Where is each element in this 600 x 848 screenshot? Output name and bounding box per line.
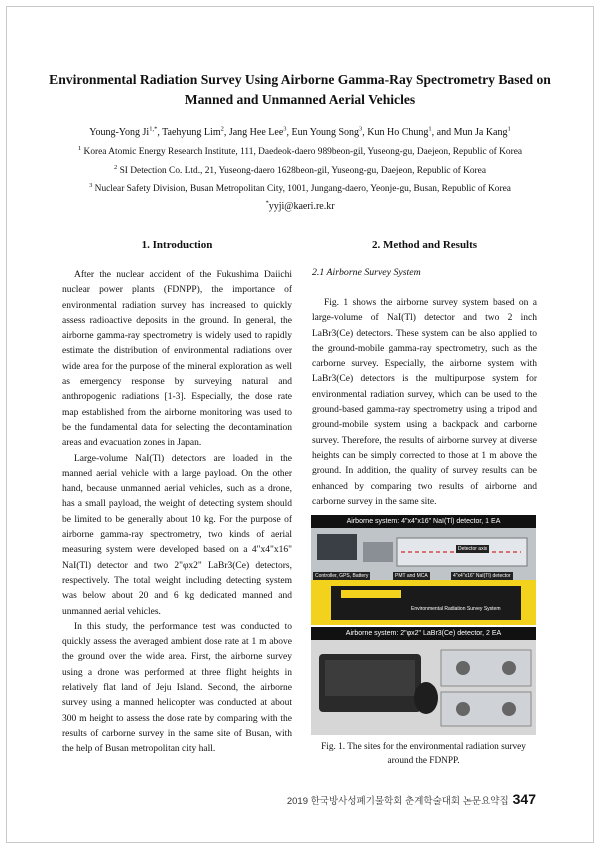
labr-system-photo [311, 640, 536, 735]
author-sup: 1,* [149, 125, 158, 133]
author: Jang Hee Lee [228, 127, 284, 138]
author: and Mun Ja Kang [436, 127, 508, 138]
detector-label: 4"x4"x16" NaI(Tl) detector [453, 573, 511, 579]
figure-panel-labr [311, 627, 536, 735]
affiliation-2 [20, 165, 580, 178]
title-line-1: Environmental Radiation Survey Using Airborne Gamma-Ray Spectrometry Based on [49, 72, 551, 87]
author-sup: 3 [283, 125, 287, 133]
author: Kun Ho Chung [367, 127, 429, 138]
author-sup: 2 [220, 125, 224, 133]
introduction-body [62, 268, 292, 758]
figure-1 [311, 515, 536, 735]
affiliation-sup: 1 [77, 144, 82, 152]
author: Young-Yong Ji [89, 127, 150, 138]
paper-title [40, 70, 560, 110]
paragraph: Fig. 1 shows the airborne survey system based on a large-volume of NaI(Tl) detector and two 2 inch LaBr3(Ce) detectors. These system can be also applied to the ground-mobile gamma-ray spectrometry, such as the carborne survey. Especially, the airborne system with LaBr3(Ce) detectors is the multipurpose system for environmental radiation survey, which can be used to the ground-based gamma-ray spectrometry using a tripod and ground-mobile system using a backpack and carborne survey. Therefore, the results of airborne survey at diverse heights can be simply corrected to those at 1 m above the ground. In addition, the quality of survey results can be enhanced by comparing two results of airborne and carborne survey in the same site. [312, 298, 537, 507]
footer-text: 2019 한국방사성폐기물학회 춘계학술대회 논문요약집 [286, 796, 509, 807]
method-body [312, 296, 537, 510]
figure-panel-nai [311, 515, 536, 625]
affiliation-text: SI Detection Co. Ltd., 21, Yuseong-daero 1628beon-gil, Yuseong-gu, Daejeon, Republic of Korea [119, 166, 486, 176]
author: Taehyung Lim [162, 127, 221, 138]
paragraph: Large-volume NaI(Tl) detectors are loaded in the manned aerial vehicle with a large payload. On the other hand, because unmanned aerial vehicles, such as a drone, has a small payload, the weight of detecting system should be limited to be generally about 10 kg. For the purpose of airborne gamma-ray spectrometry, two kinds of aerial measuring system were developed based on a 4"x4"x16" NaI(Tl) detector and two 2"φx2" LaBr3(Ce) detectors, respectively. The total weight including detecting system was below about 20 and 6 kg dedicated manned and unmanned aerial vehicles. [62, 453, 292, 617]
affiliation-3 [20, 183, 580, 196]
section-heading-introduction: 1. Introduction [141, 239, 213, 251]
figure-caption: Fig. 1. The sites for the environmental radiation survey around the FDNPP. [321, 742, 526, 766]
subsection-heading: 2.1 Airborne Survey System [312, 267, 421, 278]
detector-axis-label: Detector axis [458, 546, 488, 552]
figure-panel-header: Airborne system: 2"φx2" LaBr3(Ce) detector, 2 EA [311, 627, 536, 640]
email-sup: * [265, 199, 269, 207]
section-heading-method: 2. Method and Results [371, 239, 478, 251]
author: Eun Young Song [291, 127, 360, 138]
page-footer [287, 791, 536, 807]
paragraph: In this study, the performance test was conducted to quickly assess the averaged ambient dose rate at 1 m above the ground over the wide area. First, the airborne survey using a drone was performed at three flight heights in relatively flat land of Jeju Island. Second, the airborne survey using a manned helicopter was conducted at about 300 m height to assess the dose rate by comparing with the results of carborne survey in the same site of Busan, with the help of Busan metropolitan city hall. [62, 621, 292, 755]
pmt-label: PMT and MCA [395, 573, 428, 579]
affiliation-sup: 2 [114, 163, 118, 171]
affiliation-text: Nuclear Safety Division, Busan Metropolitan City, 1001, Jungang-daero, Yeonje-gu, Busan, Republic of Korea [94, 184, 511, 194]
affiliation-text: Korea Atomic Energy Research Institute, 111, Daedeok-daero 989beon-gil, Yuseong-gu, Daejeon, Republic of Korea [83, 147, 523, 157]
system-box-text: Environmental Radiation Survey System [411, 606, 501, 612]
affiliation-1 [20, 146, 580, 159]
author-sup: 3 [359, 125, 363, 133]
page-number: 347 [512, 791, 536, 807]
corresponding-email [20, 201, 580, 212]
figure-panel-header: Airborne system: 4"x4"x16" NaI(Tl) detector, 1 EA [311, 515, 536, 528]
affiliation-sup: 3 [89, 181, 93, 189]
paragraph: After the nuclear accident of the Fukushima Daiichi nuclear power plants (FDNPP), the importance of environmental radiation survey has increased to quickly assess radioactive deposits in the ground. In general, the airborne gamma-ray spectrometry is widely used to rapidly estimate the distribution of environmental radiations over wide area for the purpose of the mineral exploration as well as emergency response by surveying natural and anthropogenic radiations [1-3]. Especially, the dose rate map established from the airborne monitoring was used to be the fundamental data for selecting the decontamination areas and evacuation zones in Japan. [62, 270, 292, 449]
controller-label: Controller, GPS, Battery [315, 573, 369, 579]
author-sup: 1 [507, 125, 511, 133]
email-text: yyji@kaeri.re.kr [268, 201, 335, 212]
title-line-2: Manned and Unmanned Aerial Vehicles [184, 92, 416, 107]
author-sup: 1 [428, 125, 432, 133]
author-list: Young-Yong $Ji^{1,*}$, Taehyung Lim$^2$, Jang Hee Lee$^3$, Eun Young Song$^3$, Kun Ho Chung$^1$, and Mun Ja Kang$^1$ [89, 125, 511, 138]
